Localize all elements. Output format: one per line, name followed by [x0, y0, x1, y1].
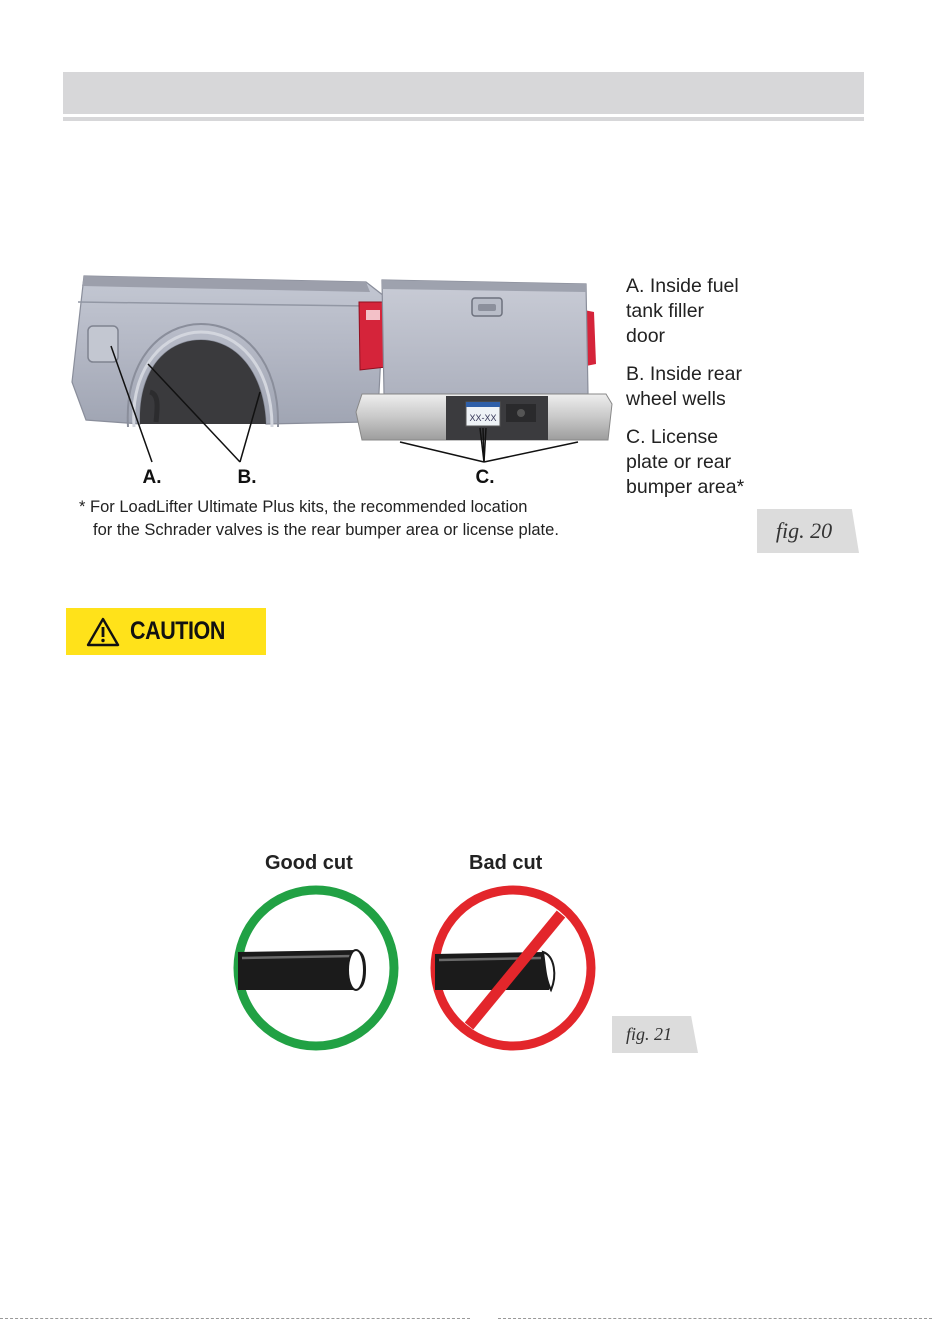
- figure-21-label: fig. 21: [625, 1024, 672, 1044]
- warning-triangle-icon: [86, 617, 120, 647]
- figure-20-label: fig. 20: [775, 518, 833, 543]
- figure-21-tab: [612, 1016, 698, 1053]
- legend-item-a: A. Inside fuel tank filler door: [626, 275, 739, 347]
- section-header-rule: [63, 117, 864, 121]
- good-cut-icon: [232, 884, 400, 1052]
- figure-20-tab: [757, 509, 859, 553]
- fuel-door: [88, 326, 118, 362]
- footnote-line-2: for the Schrader valves is the rear bumper area or license plate.: [93, 521, 559, 539]
- truck-bed-illustration: [66, 262, 616, 492]
- figure-20-legend: [626, 274, 876, 513]
- callout-c: C.: [475, 467, 495, 488]
- callout-a: A.: [142, 467, 162, 488]
- caution-banner: [66, 608, 266, 655]
- good-cut-label: Good cut: [265, 852, 353, 874]
- callout-b: B.: [237, 467, 257, 488]
- caution-label: CAUTION: [130, 617, 225, 645]
- footnote-line-1: * For LoadLifter Ultimate Plus kits, the recommended location: [79, 498, 528, 516]
- page-bottom-rule-left: [0, 1318, 470, 1320]
- figure-20-footnote: [79, 496, 559, 542]
- tailgate: [382, 280, 588, 394]
- bad-cut-icon: [429, 884, 597, 1052]
- svg-text:XX-XX: XX-XX: [469, 413, 497, 423]
- legend-item-b: B. Inside rear wheel wells: [626, 363, 742, 410]
- page-bottom-rule-right: [498, 1318, 932, 1320]
- legend-item-c: C. License plate or rear bumper area*: [626, 426, 745, 498]
- section-header-bar: [63, 72, 864, 114]
- bad-cut-label: Bad cut: [469, 852, 543, 874]
